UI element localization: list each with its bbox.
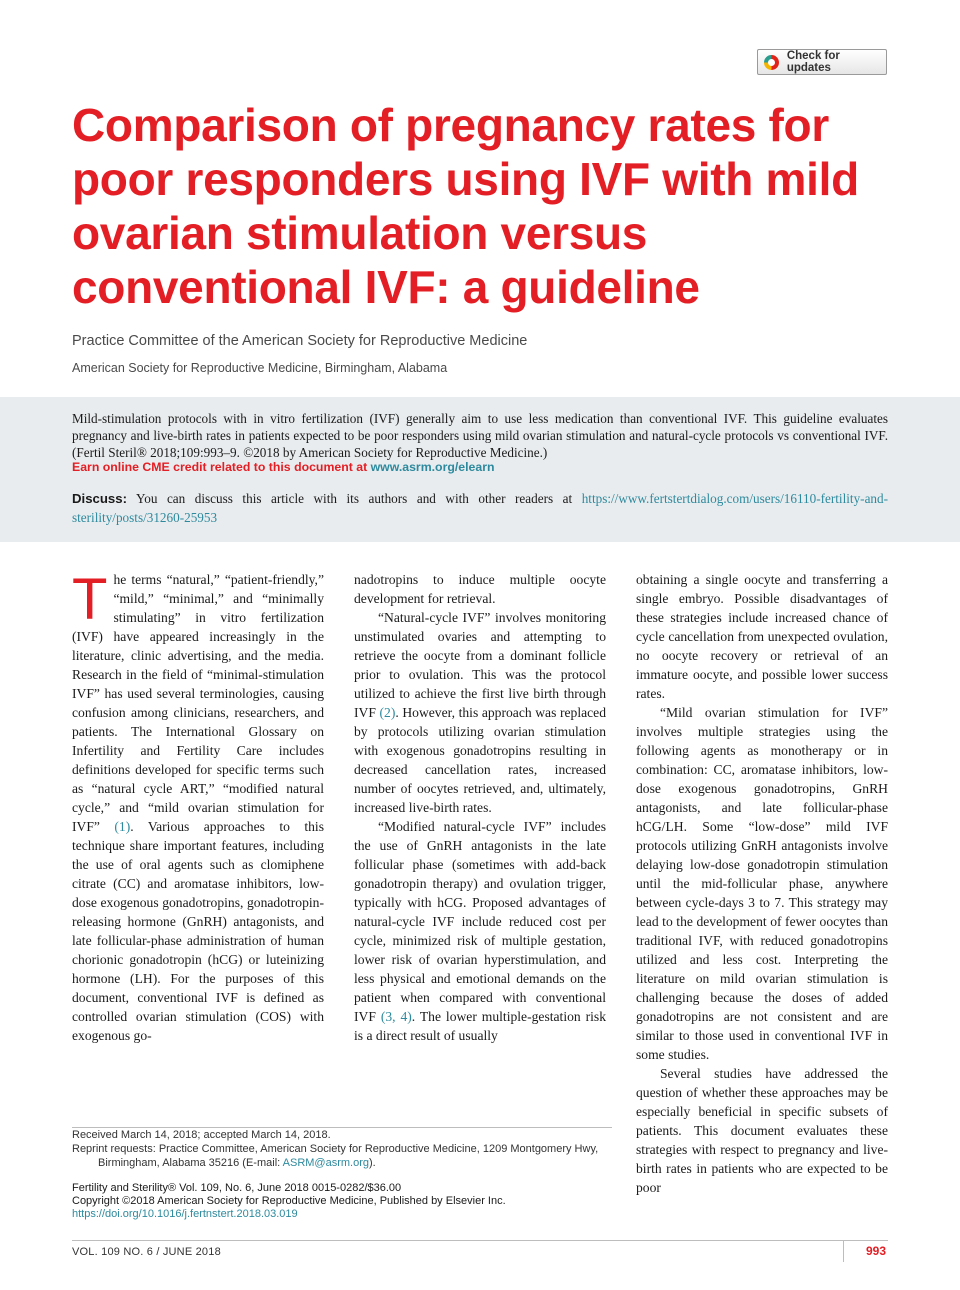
body-column-2 — [354, 570, 606, 1045]
paragraph: Several studies have addressed the question of whether these approaches may be especially beneficial in specific subsets of patients. This document evaluates these strategies with respect to pregnancy and live-birth rates in patients who are expected to be poor — [636, 1066, 888, 1195]
paragraph-text: . However, this approach was replaced by protocols utilizing ovarian stimulation with exogenous gonadotropins resulting in decreased cancellation rates, increased number of oocytes retrieved, and, ultimately, increased live-birth rates. — [354, 705, 606, 815]
reference-link[interactable]: (2) — [379, 705, 396, 720]
article-title: Comparison of pregnancy rates for poor responders using IVF with mild ovarian stimulation versus conventional IVF: a guideline — [72, 99, 859, 313]
page-number-divider — [843, 1240, 844, 1262]
paragraph — [354, 817, 606, 1045]
email-link[interactable]: ASRM@asrm.org — [282, 1157, 370, 1169]
paragraph: nadotropins to induce multiple oocyte development for retrieval. — [354, 572, 606, 606]
check-for-updates-label: Check for updates — [786, 50, 840, 74]
reference-link[interactable]: (3, 4) — [380, 1009, 412, 1024]
paragraph-text: “Modified natural-cycle IVF” includes the use of GnRH antagonists in the late follicular phase (sometimes with add-back gonadotropin therapy) and ovulation trigger, typically with hCG. Proposed advantages of natural-cycle IVF include reduced cost per cycle, minimized risk of multiple gestation, lower risk of ovarian hyperstimulation, and less physical and emotional demands on the patient when compared with conventional IVF — [354, 819, 606, 1024]
discuss-text: You can discuss this article with its authors and with other readers at — [126, 491, 582, 506]
author-byline: Practice Committee of the American Society for Reproductive Medicine — [72, 333, 528, 349]
cme-text: Earn online CME credit related to this document at — [72, 460, 371, 474]
author-affiliation: American Society for Reproductive Medicine, Birmingham, Alabama — [72, 361, 448, 375]
check-for-updates-button[interactable] — [757, 49, 887, 75]
paragraph-text: . The lower multiple-gestation risk is a direct result of usually — [354, 1009, 606, 1043]
intro-paragraph — [72, 567, 324, 1045]
cme-link[interactable]: www.asrm.org/elearn — [370, 460, 495, 474]
cme-credit-line — [72, 460, 495, 474]
abstract-text: Mild-stimulation protocols with in vitro fertilization (IVF) generally aim to use less medication than conventional IVF. This guideline evaluates pregnancy and live-birth rates in patients expected to be poor responders using mild ovarian stimulation and natural-cycle protocols vs conventional IVF. (Fertil Steril® 2018;109:993–9. ©2018 by American Society for Reproductive Medicine.) — [72, 411, 888, 460]
footer-divider — [72, 1240, 888, 1241]
paragraph: obtaining a single oocyte and transferring a single embryo. Possible disadvantages of these strategies include increased chance of cycle cancellation from unexpected ovulation, no oocyte recovery or retrieval of an immature oocyte, and possible lower success rates. — [636, 572, 888, 701]
drop-cap: T — [72, 567, 108, 632]
journal-citation: Fertility and Sterility® Vol. 109, No. 6, June 2018 0015-0282/$36.00 — [72, 1182, 402, 1194]
received-date: Received March 14, 2018; accepted March 14, 2018. — [72, 1129, 331, 1141]
journal-info — [72, 1182, 506, 1221]
volume-issue: VOL. 109 NO. 6 / JUNE 2018 — [72, 1246, 221, 1258]
reprint-text: Reprint requests: Practice Committee, American Society for Reproductive Medicine, 1209 Montgomery Hwy, Birmingham, Alabama 35216 (E-mail: — [72, 1143, 599, 1169]
reprint-text-end: ). — [369, 1157, 376, 1169]
crossmark-icon — [764, 55, 779, 70]
body-column-3 — [636, 570, 888, 1197]
paragraph — [354, 608, 606, 817]
footnotes — [72, 1127, 612, 1170]
reprint-requests — [72, 1142, 612, 1170]
paragraph-text: . Various approaches to this technique share important features, including the use of oral agents such as clomiphene citrate (CC) and aromatase inhibitors, low-dose exogenous gonadotropins, gonadotropin-releasing hormone (GnRH) antagonists, and late follicular-phase administration of human chorionic gonadotropin (hCG) or luteinizing hormone (LH). For the purposes of this document, conventional IVF is defined as controlled ovarian stimulation (COS) with exogenous go- — [72, 819, 324, 1043]
page-number: 993 — [866, 1244, 887, 1258]
copyright-line: Copyright ©2018 American Society for Reproductive Medicine, Published by Elsevier Inc. — [72, 1195, 506, 1207]
reference-link[interactable]: (1) — [114, 819, 131, 834]
discuss-link[interactable]: https://www.fertstertdialog.com/users/16110-fertility-and-sterility/posts/31260-25953 — [72, 491, 888, 525]
paragraph: “Mild ovarian stimulation for IVF” involves multiple strategies using the following agents as monotherapy or in combination: CC, aromatase inhibitors, low-dose exogenous gonadotropins, GnRH antagonists, and late follicular-phase hCG/LH. Some “low-dose” mild IVF protocols utilizing GnRH antagonists involve delaying low-dose gonadotropin stimulation until the mid-follicular phase, anywhere between cycle-days 3 to 7. This strategy may lead to the development of fewer oocytes than traditional IVF, with reduced gonadotropins utilized and less cost. Interpreting the literature on mild ovarian stimulation is challenging because the doses of added gonadotropins are not consistent and are similar to those used in conventional IVF in some studies. — [636, 705, 888, 1062]
paragraph-text: “Natural-cycle IVF” involves monitoring unstimulated ovaries and attempting to retrieve the oocyte from a dominant follicle prior to ovulation. This was the protocol utilized to achieve the first live birth through IVF — [354, 610, 606, 720]
paragraph-text: he terms “natural,” “patient-friendly,” “mild,” “minimal,” and “minimally stimulating” in vitro fertilization (IVF) have appeared increasingly in the literature, clinic advertising, and the media. Research in the field of “minimal-stimulation IVF” has used several terminologies, causing confusion among clinicians, researchers, and patients. The International Glossary on Infertility and Fertility Care includes definitions developed for specific terms such as “natural cycle ART,” “modified natural cycle,” and “mild ovarian stimulation for IVF” — [72, 572, 324, 834]
body-column-1 — [72, 567, 324, 1045]
doi-link[interactable]: https://doi.org/10.1016/j.fertnstert.2018.03.019 — [72, 1208, 298, 1220]
discuss-paragraph — [72, 489, 888, 527]
discuss-label: Discuss: — [72, 491, 127, 506]
